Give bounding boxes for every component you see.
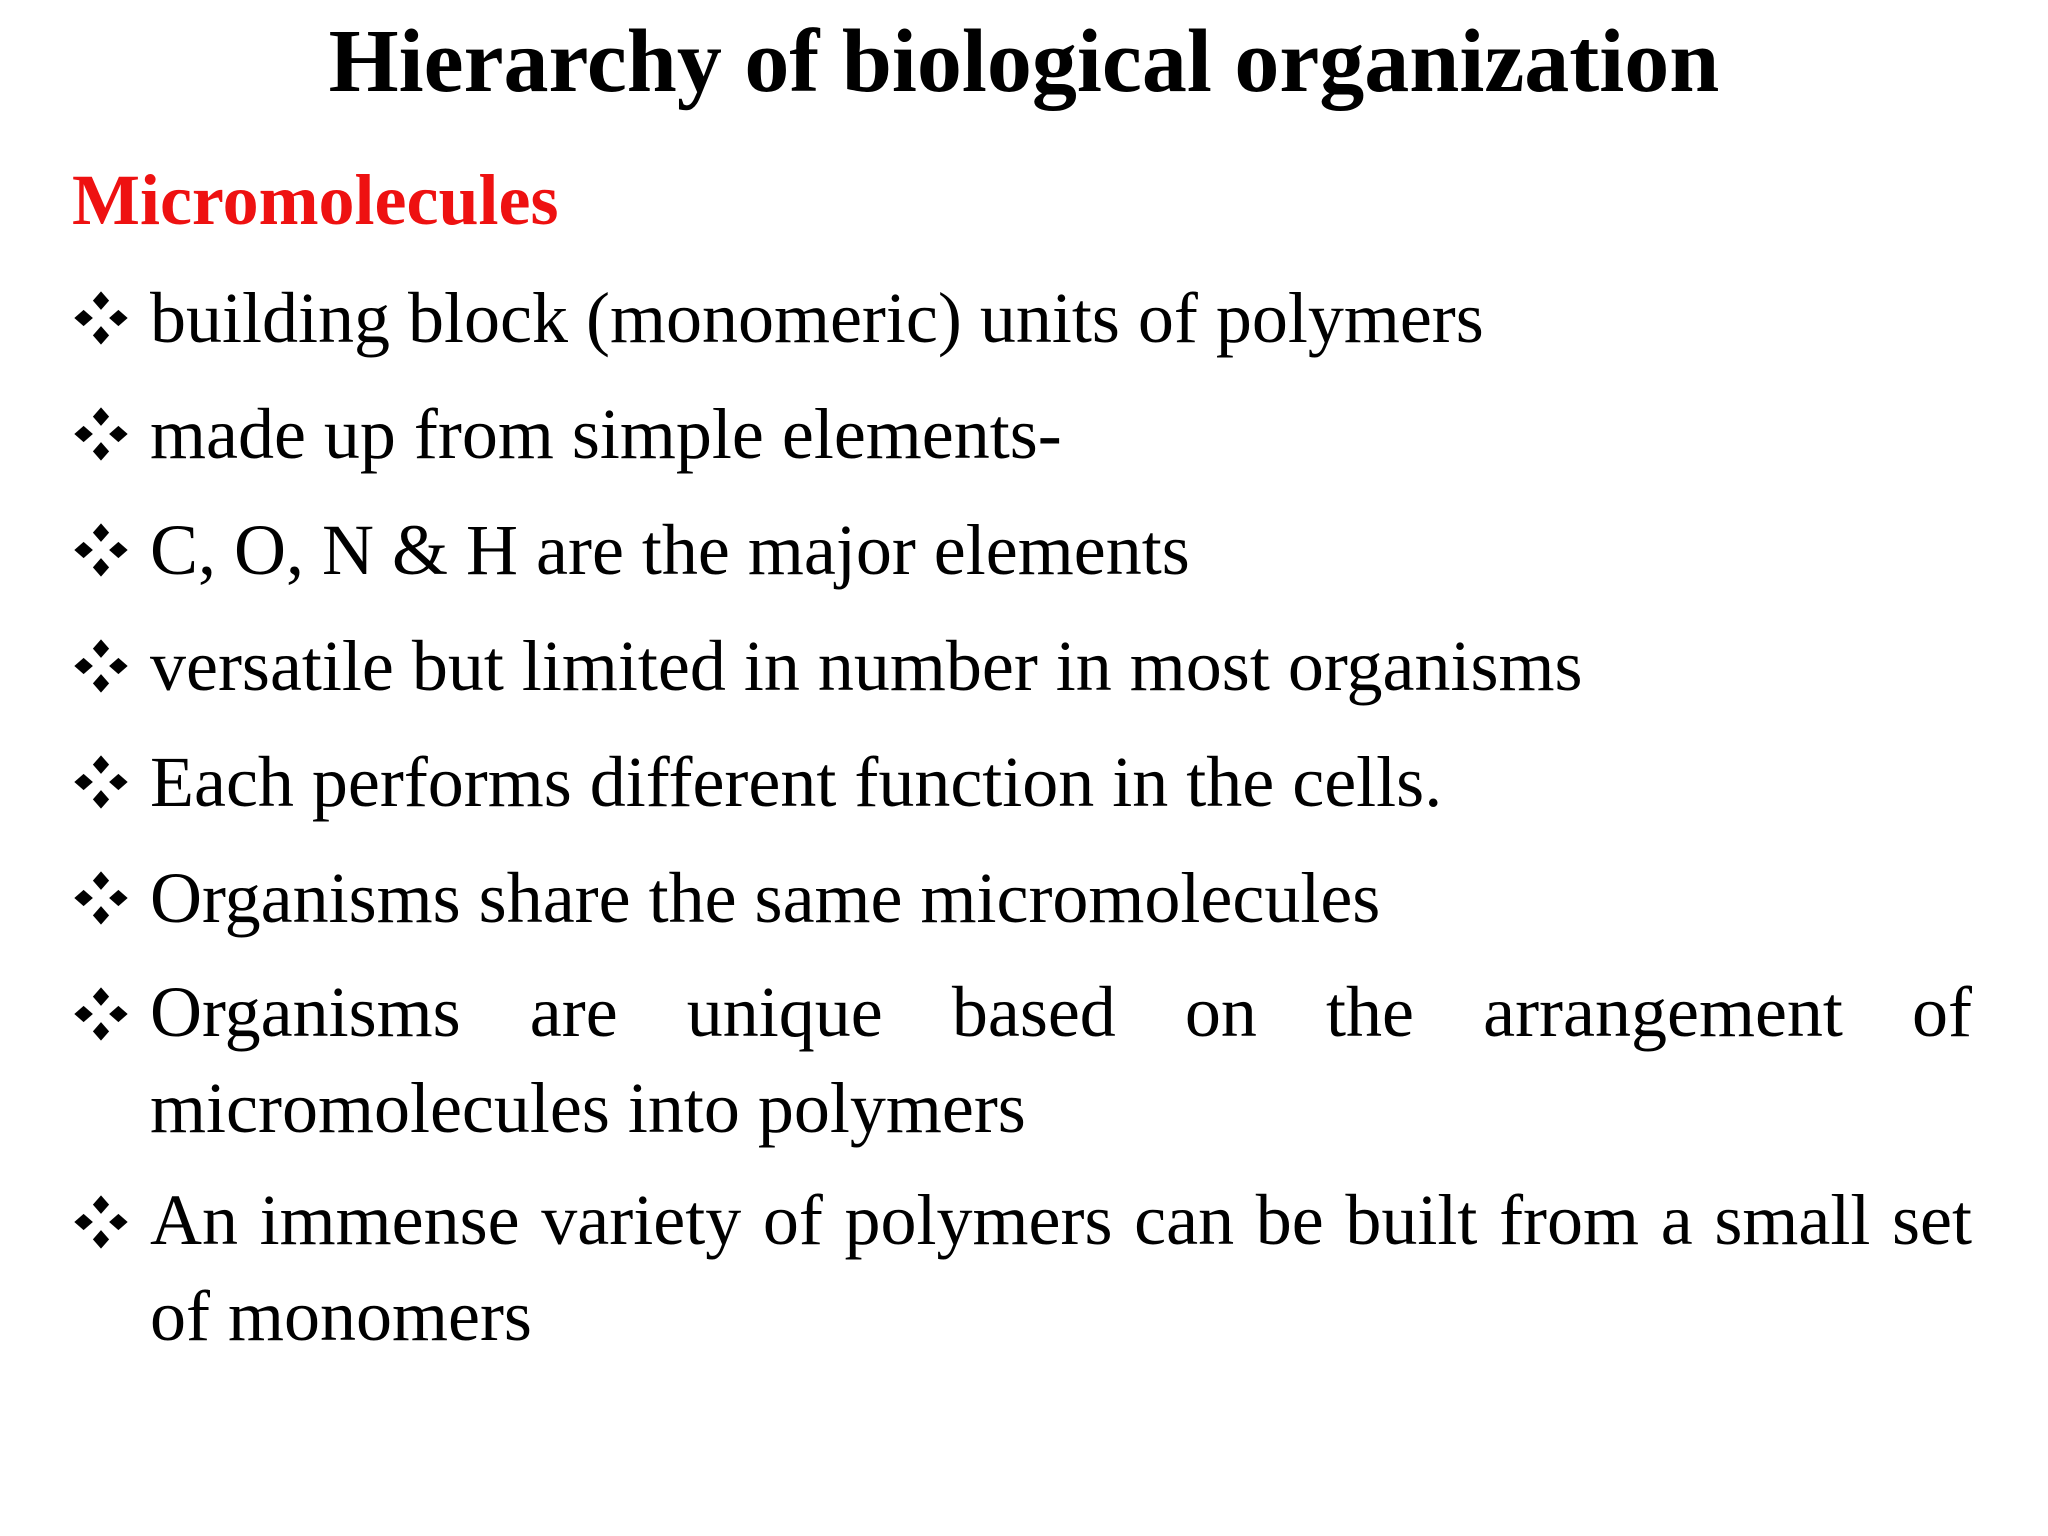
four-diamond-icon xyxy=(72,964,142,1064)
bullet-text: made up from simple elements- xyxy=(150,394,1062,474)
list-item xyxy=(72,964,1972,1156)
list-item xyxy=(72,268,1972,368)
four-diamond-icon xyxy=(72,732,142,832)
list-item xyxy=(72,384,1972,484)
four-diamond-icon xyxy=(72,1172,142,1272)
bullet-text: versatile but limited in number in most organisms xyxy=(150,626,1583,706)
list-item xyxy=(72,732,1972,832)
bullet-text: Organisms are unique based on the arrangement of micromolecules into polymers xyxy=(150,972,1972,1148)
list-item xyxy=(72,848,1972,948)
list-item xyxy=(72,500,1972,600)
four-diamond-icon xyxy=(72,268,142,368)
bullet-text: Organisms share the same micromolecules xyxy=(150,858,1381,938)
list-item xyxy=(72,616,1972,716)
four-diamond-icon xyxy=(72,848,142,948)
four-diamond-icon xyxy=(72,616,142,716)
four-diamond-icon xyxy=(72,384,142,484)
bullet-text: An immense variety of polymers can be built from a small set of monomers xyxy=(150,1180,1972,1356)
list-item xyxy=(72,1172,1972,1364)
slide-subtitle: Micromolecules xyxy=(72,160,559,240)
bullet-list xyxy=(72,268,1972,1380)
four-diamond-icon xyxy=(72,500,142,600)
bullet-text: C, O, N & H are the major elements xyxy=(150,510,1190,590)
bullet-text: building block (monomeric) units of polymers xyxy=(150,278,1484,358)
bullet-text: Each performs different function in the cells. xyxy=(150,742,1443,822)
slide-title: Hierarchy of biological organization xyxy=(328,12,1720,111)
